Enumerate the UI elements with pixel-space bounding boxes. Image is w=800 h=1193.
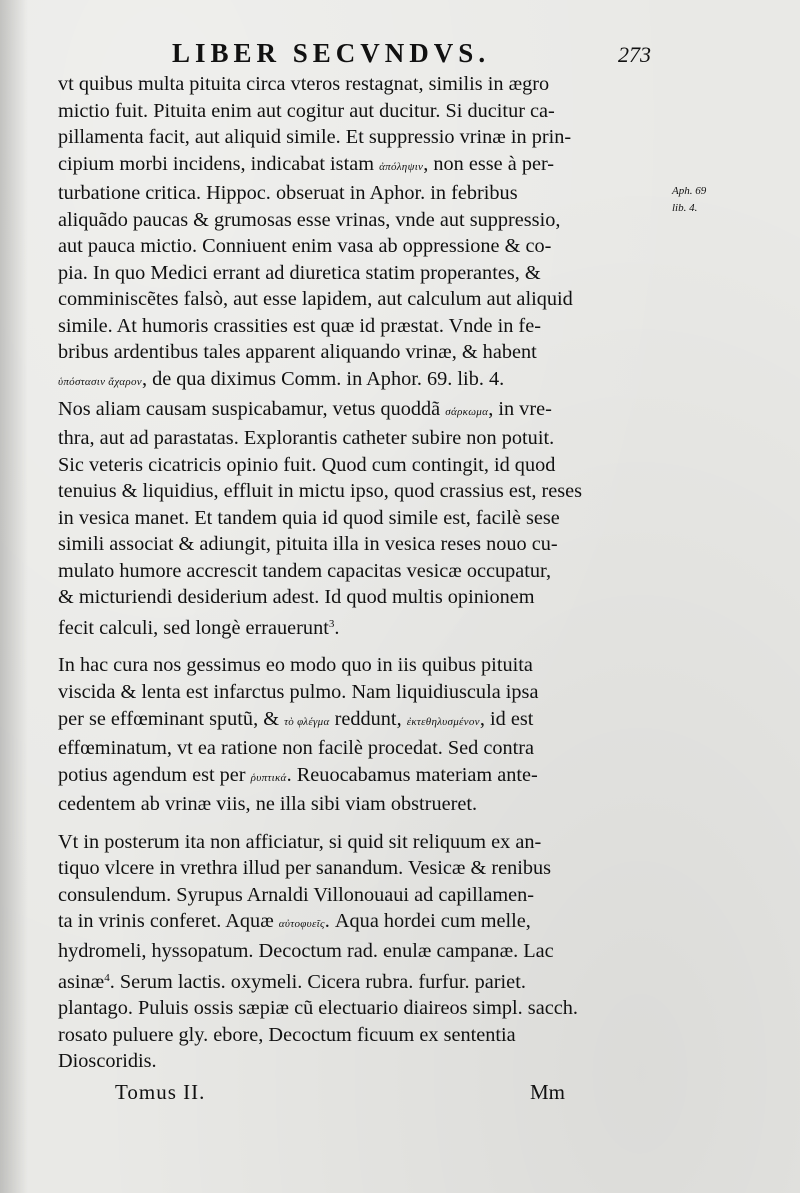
footnote-marker: 4 xyxy=(104,971,110,984)
text-line xyxy=(58,908,668,938)
text-segment: , id est xyxy=(479,707,534,730)
text-line xyxy=(58,505,668,532)
page-header xyxy=(0,30,800,70)
text-segment: & micturiendi desiderium adest. Id quod multis opinionem xyxy=(58,586,535,609)
text-segment: in vesica manet. Et tandem quia id quod simile est, facilè sese xyxy=(58,506,560,529)
running-title: LIBER SECVNDVS. xyxy=(172,38,491,68)
text-line xyxy=(58,396,668,426)
text-line xyxy=(58,855,668,882)
text-line xyxy=(58,313,668,340)
text-line xyxy=(58,366,668,396)
text-line xyxy=(58,233,668,260)
text-segment: mulato humore accrescit tandem capacitas vesicæ occupatur, xyxy=(58,559,552,582)
text-segment: simili associat & adiungit, pituita illa in vesica reses nouo cu- xyxy=(58,533,558,556)
text-segment: . Aqua hordei cum melle, xyxy=(324,910,531,933)
page-footer xyxy=(0,1080,800,1110)
text-line xyxy=(58,1022,668,1049)
paragraph-gap xyxy=(58,641,668,652)
text-line xyxy=(58,425,668,452)
text-segment: tenuius & liquidius, effluit in mictu ipso, quod crassius est, reses xyxy=(58,480,583,503)
page-number: 273 xyxy=(618,42,651,67)
text-line xyxy=(58,98,668,125)
text-line xyxy=(58,260,668,287)
signature-mark: Mm xyxy=(530,1080,566,1104)
text-segment: , in vre- xyxy=(488,397,552,420)
text-segment: In hac cura nos gessimus eo modo quo in iis quibus pituita xyxy=(58,654,533,677)
text-segment: mictio fuit. Pituita enim aut cogitur aut ducitur. Si ducitur ca- xyxy=(58,99,555,122)
text-line xyxy=(58,452,668,479)
text-line xyxy=(58,611,668,642)
marginal-note-line: Aph. 69 xyxy=(672,185,707,197)
text-segment: tiquo vlcere in vrethra illud per sanandum. Vesicæ & renibus xyxy=(58,857,552,880)
text-segment: ta in vrinis conferet. Aquæ xyxy=(58,910,279,933)
text-segment: bribus ardentibus tales apparent aliquando vrinæ, & habent xyxy=(58,341,537,364)
text-line xyxy=(58,965,668,996)
paragraph xyxy=(58,829,668,1075)
text-segment: , de qua diximus Comm. in Aphor. 69. lib. 4. xyxy=(141,368,505,391)
text-segment: Sic veteris cicatricis opinio fuit. Quod cum contingit, id quod xyxy=(58,453,556,476)
text-segment: thra, aut ad parastatas. Explorantis catheter subire non potuit. xyxy=(58,427,555,450)
text-line xyxy=(58,124,668,151)
text-segment: turbatione critica. Hippoc. obseruat in Aphor. in febribus xyxy=(58,182,518,205)
text-segment: Vt in posterum ita non afficiatur, si quid sit reliquum ex an- xyxy=(58,830,542,853)
text-segment: reddunt, xyxy=(329,707,407,730)
text-segment: Dioscoridis. xyxy=(58,1050,157,1073)
text-line xyxy=(58,995,668,1022)
text-segment: . Serum lactis. oxymeli. Cicera rubra. furfur. pariet. xyxy=(109,970,526,993)
greek-term: τὸ φλέγμα xyxy=(284,715,330,728)
text-segment: pillamenta facit, aut aliquid simile. Et suppressio vrinæ in prin- xyxy=(58,126,572,149)
marginal-note-line: lib. 4. xyxy=(672,202,698,214)
text-line xyxy=(58,829,668,856)
text-line xyxy=(58,762,668,792)
text-segment: plantago. Puluis ossis sæpiæ cũ electuario diaireos simpl. sacch. xyxy=(58,997,578,1020)
text-segment: , non esse à per- xyxy=(423,152,555,175)
footnote-marker: 3 xyxy=(328,617,335,630)
text-segment: . Reuocabamus materiam ante- xyxy=(286,763,538,786)
text-segment: effœminatum, vt ea ratione non facilè procedat. Sed contra xyxy=(58,737,535,760)
text-segment: vt quibus multa pituita circa vteros restagnat, similis in ægro xyxy=(58,73,550,95)
text-segment: fecit calculi, sed longè errauerunt xyxy=(58,616,329,639)
text-line xyxy=(58,558,668,585)
paragraph xyxy=(58,71,668,641)
text-segment: rosato puluere gly. ebore, Decoctum ficuum ex sententia xyxy=(58,1023,516,1046)
greek-term: σάρκωμα xyxy=(445,405,489,418)
text-line xyxy=(58,882,668,909)
text-line xyxy=(58,71,668,98)
text-segment: hydromeli, hyssopatum. Decoctum rad. enulæ campanæ. Lac xyxy=(58,939,554,962)
text-segment: consulendum. Syrupus Arnaldi Villonouaui ad capillamen- xyxy=(58,883,535,906)
text-segment: viscida & lenta est infarctus pulmo. Nam liquidiuscula ipsa xyxy=(58,681,539,704)
text-segment: asinæ xyxy=(58,970,105,993)
text-line xyxy=(58,531,668,558)
text-segment: aliquãdo paucas & grumosas esse vrinas, vnde aut suppressio, xyxy=(58,208,561,231)
text-line xyxy=(58,735,668,762)
text-line xyxy=(58,679,668,706)
text-segment: aut pauca mictio. Conniuent enim vasa ab oppressione & co- xyxy=(58,235,552,258)
paragraph-gap xyxy=(58,818,668,829)
text-segment: simile. At humoris crassities est quæ id præstat. Vnde in fe- xyxy=(58,314,541,337)
text-segment: cedentem ab vrinæ viis, ne illa sibi viam obstrueret. xyxy=(58,793,478,816)
paragraph xyxy=(58,652,668,817)
text-segment: per se effœminant sputũ, & xyxy=(58,707,285,730)
text-line xyxy=(58,938,668,965)
text-segment: Nos aliam causam suspicabamur, vetus quoddã xyxy=(58,397,446,420)
text-segment: comminiscẽtes falsò, aut esse lapidem, aut calculum aut aliquid xyxy=(58,288,573,311)
text-line xyxy=(58,207,668,234)
text-line xyxy=(58,180,668,207)
text-line xyxy=(58,791,668,818)
text-line xyxy=(58,151,668,181)
greek-term: ἀπόληψιν xyxy=(379,160,424,173)
greek-term: ῥυπτικά xyxy=(250,771,287,784)
text-segment: pia. In quo Medici errant ad diuretica statim properantes, & xyxy=(58,261,541,284)
greek-term: ὑπόστασιν ἄχαρον xyxy=(58,376,142,389)
greek-term: ἐκτεθηλυσμένον xyxy=(406,715,480,728)
text-line xyxy=(58,584,668,611)
text-line xyxy=(58,652,668,679)
text-line xyxy=(58,339,668,366)
greek-term: αὐτοφυεῖς xyxy=(278,918,325,931)
text-line xyxy=(58,706,668,736)
body-text xyxy=(58,71,668,1075)
text-segment: cipium morbi incidens, indicabat istam xyxy=(58,152,380,175)
text-segment: . xyxy=(334,616,340,639)
volume-label: Tomus II. xyxy=(115,1080,206,1104)
marginal-note xyxy=(672,183,706,217)
text-line xyxy=(58,1048,668,1075)
text-line xyxy=(58,286,668,313)
text-segment: potius agendum est per xyxy=(58,763,251,786)
text-line xyxy=(58,478,668,505)
